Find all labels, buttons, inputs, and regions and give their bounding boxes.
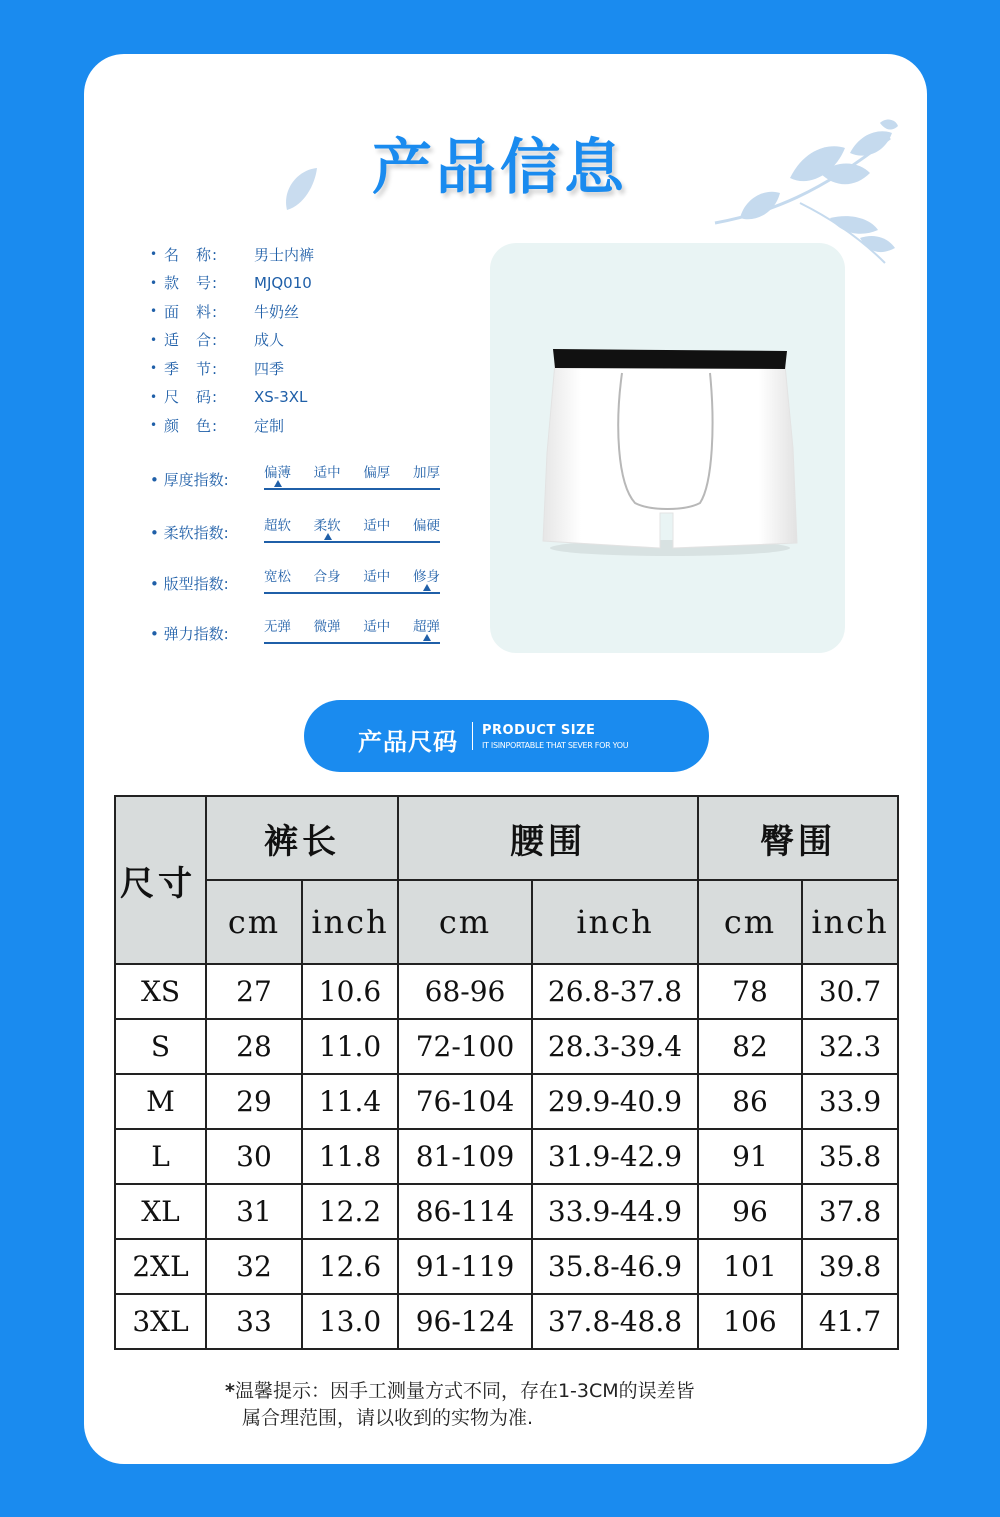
measurement-note bbox=[225, 1378, 825, 1432]
index-scale-line bbox=[264, 541, 440, 543]
table-cell: 29.9-40.9 bbox=[532, 1074, 698, 1129]
table-row bbox=[115, 1074, 898, 1129]
index-option: 适中 bbox=[313, 465, 341, 481]
index-label: • 厚度指数: bbox=[150, 471, 229, 489]
product-image bbox=[490, 243, 845, 653]
index-option: 超弹 bbox=[412, 619, 440, 635]
table-cell: 33 bbox=[206, 1294, 302, 1349]
index-option: 柔软 bbox=[313, 518, 341, 534]
index-option: 修身 bbox=[412, 569, 440, 585]
table-cell: 39.8 bbox=[802, 1239, 898, 1294]
size-header: 尺寸 bbox=[115, 796, 206, 964]
note-star: * bbox=[225, 1380, 235, 1402]
index-scale-line bbox=[264, 488, 440, 490]
index-option: 适中 bbox=[363, 518, 391, 534]
info-label: 适 合: bbox=[164, 331, 219, 350]
info-label: 季 节: bbox=[164, 359, 219, 378]
table-cell: 11.8 bbox=[302, 1129, 398, 1184]
index-marker-icon bbox=[423, 634, 431, 641]
info-label: 名 称: bbox=[164, 245, 219, 264]
waist-header: 腰围 bbox=[398, 796, 698, 880]
index-option: 适中 bbox=[363, 619, 391, 635]
info-label: 面 料: bbox=[164, 302, 219, 321]
table-row bbox=[115, 1184, 898, 1239]
table-cell: 12.2 bbox=[302, 1184, 398, 1239]
index-scale-line bbox=[264, 592, 440, 594]
unit-header: inch bbox=[532, 880, 698, 964]
table-cell: 81-109 bbox=[398, 1129, 532, 1184]
table-cell: 78 bbox=[698, 964, 802, 1019]
table-cell: 101 bbox=[698, 1239, 802, 1294]
info-value: 四季 bbox=[254, 359, 285, 378]
index-label: • 柔软指数: bbox=[150, 524, 229, 542]
info-value: 成人 bbox=[254, 331, 285, 350]
table-cell: 91 bbox=[698, 1129, 802, 1184]
table-cell: 96 bbox=[698, 1184, 802, 1239]
info-row-season bbox=[150, 354, 314, 383]
info-row-style-no bbox=[150, 269, 314, 298]
bullet-icon: • bbox=[150, 332, 158, 347]
table-cell: S bbox=[115, 1019, 206, 1074]
table-cell: 12.6 bbox=[302, 1239, 398, 1294]
table-cell: 3XL bbox=[115, 1294, 206, 1349]
index-option: 偏薄 bbox=[264, 465, 291, 481]
table-cell: 86-114 bbox=[398, 1184, 532, 1239]
table-cell: 10.6 bbox=[302, 964, 398, 1019]
table-cell: 106 bbox=[698, 1294, 802, 1349]
table-cell: 26.8-37.8 bbox=[532, 964, 698, 1019]
index-option: 微弹 bbox=[313, 619, 341, 635]
note-line-2: 属合理范围，请以收到的实物为准. bbox=[242, 1407, 534, 1429]
unit-header: cm bbox=[398, 880, 532, 964]
table-cell: 41.7 bbox=[802, 1294, 898, 1349]
table-cell: 33.9-44.9 bbox=[532, 1184, 698, 1239]
table-cell: 72-100 bbox=[398, 1019, 532, 1074]
info-row-fabric bbox=[150, 297, 314, 326]
size-section-header bbox=[304, 700, 709, 772]
index-option: 宽松 bbox=[264, 569, 291, 585]
table-cell: L bbox=[115, 1129, 206, 1184]
index-options bbox=[264, 615, 440, 635]
info-value: MJQ010 bbox=[254, 273, 312, 292]
info-value: 男士内裤 bbox=[254, 245, 315, 264]
bullet-icon: • bbox=[150, 275, 158, 290]
table-row bbox=[115, 964, 898, 1019]
table-cell: 86 bbox=[698, 1074, 802, 1129]
info-row-size bbox=[150, 383, 314, 412]
unit-header: cm bbox=[206, 880, 302, 964]
index-option: 偏硬 bbox=[412, 518, 440, 534]
index-marker-icon bbox=[274, 480, 282, 487]
table-cell: XS bbox=[115, 964, 206, 1019]
index-option: 合身 bbox=[313, 569, 341, 585]
index-option: 超软 bbox=[264, 518, 291, 534]
unit-header: cm bbox=[698, 880, 802, 964]
note-line-1: 温馨提示：因手工测量方式不同，存在1-3CM的误差皆 bbox=[234, 1380, 695, 1402]
info-value: 牛奶丝 bbox=[254, 302, 300, 321]
bullet-icon: • bbox=[150, 418, 158, 433]
index-option: 偏厚 bbox=[363, 465, 391, 481]
index-option: 加厚 bbox=[412, 465, 440, 481]
table-cell: 30 bbox=[206, 1129, 302, 1184]
index-options bbox=[264, 565, 440, 585]
table-cell: 30.7 bbox=[802, 964, 898, 1019]
table-cell: 96-124 bbox=[398, 1294, 532, 1349]
index-options bbox=[264, 514, 440, 534]
info-label: 尺 码: bbox=[164, 388, 219, 407]
table-cell: M bbox=[115, 1074, 206, 1129]
table-cell: 27 bbox=[206, 964, 302, 1019]
index-marker-icon bbox=[324, 533, 332, 540]
product-info-list bbox=[150, 240, 314, 440]
table-cell: 91-119 bbox=[398, 1239, 532, 1294]
size-section-subtitle-en: IT ISINPORTABLE THAT SEVER FOR YOU bbox=[482, 741, 629, 750]
table-cell: 37.8-48.8 bbox=[532, 1294, 698, 1349]
table-row bbox=[115, 1294, 898, 1349]
table-cell: 68-96 bbox=[398, 964, 532, 1019]
table-cell: 35.8-46.9 bbox=[532, 1239, 698, 1294]
table-cell: 35.8 bbox=[802, 1129, 898, 1184]
index-marker-icon bbox=[423, 584, 431, 591]
table-cell: 31 bbox=[206, 1184, 302, 1239]
index-scale-line bbox=[264, 642, 440, 644]
index-options bbox=[264, 461, 440, 481]
bullet-icon: • bbox=[150, 361, 158, 376]
table-cell: 31.9-42.9 bbox=[532, 1129, 698, 1184]
page-title: 产品信息 bbox=[372, 133, 628, 203]
table-cell: 76-104 bbox=[398, 1074, 532, 1129]
index-option: 无弹 bbox=[264, 619, 291, 635]
table-row bbox=[115, 1239, 898, 1294]
boxer-briefs-image bbox=[535, 343, 805, 563]
table-cell: 32 bbox=[206, 1239, 302, 1294]
info-row-name bbox=[150, 240, 314, 269]
table-cell: 37.8 bbox=[802, 1184, 898, 1239]
table-cell: 2XL bbox=[115, 1239, 206, 1294]
info-row-color bbox=[150, 411, 314, 440]
size-section-title-en: PRODUCT SIZE bbox=[482, 723, 596, 738]
table-cell: XL bbox=[115, 1184, 206, 1239]
table-cell: 33.9 bbox=[802, 1074, 898, 1129]
info-row-suitable bbox=[150, 326, 314, 355]
hip-header: 臀围 bbox=[698, 796, 898, 880]
table-cell: 28 bbox=[206, 1019, 302, 1074]
bullet-icon: • bbox=[150, 247, 158, 262]
index-label: • 版型指数: bbox=[150, 575, 229, 593]
index-label: • 弹力指数: bbox=[150, 625, 229, 643]
bullet-icon: • bbox=[150, 389, 158, 404]
info-label: 款 号: bbox=[164, 274, 219, 293]
table-row bbox=[115, 1019, 898, 1074]
size-table bbox=[114, 795, 899, 1350]
table-cell: 13.0 bbox=[302, 1294, 398, 1349]
table-cell: 11.4 bbox=[302, 1074, 398, 1129]
size-section-title: 产品尺码 bbox=[358, 728, 458, 756]
bullet-icon: • bbox=[150, 304, 158, 319]
table-cell: 28.3-39.4 bbox=[532, 1019, 698, 1074]
unit-header: inch bbox=[302, 880, 398, 964]
table-cell: 82 bbox=[698, 1019, 802, 1074]
table-row bbox=[115, 1129, 898, 1184]
length-header: 裤长 bbox=[206, 796, 398, 880]
table-cell: 11.0 bbox=[302, 1019, 398, 1074]
info-value: 定制 bbox=[254, 416, 285, 435]
unit-header: inch bbox=[802, 880, 898, 964]
table-cell: 29 bbox=[206, 1074, 302, 1129]
divider bbox=[472, 722, 473, 750]
info-label: 颜 色: bbox=[164, 416, 219, 435]
index-option: 适中 bbox=[363, 569, 391, 585]
table-cell: 32.3 bbox=[802, 1019, 898, 1074]
info-value: XS-3XL bbox=[254, 387, 308, 406]
